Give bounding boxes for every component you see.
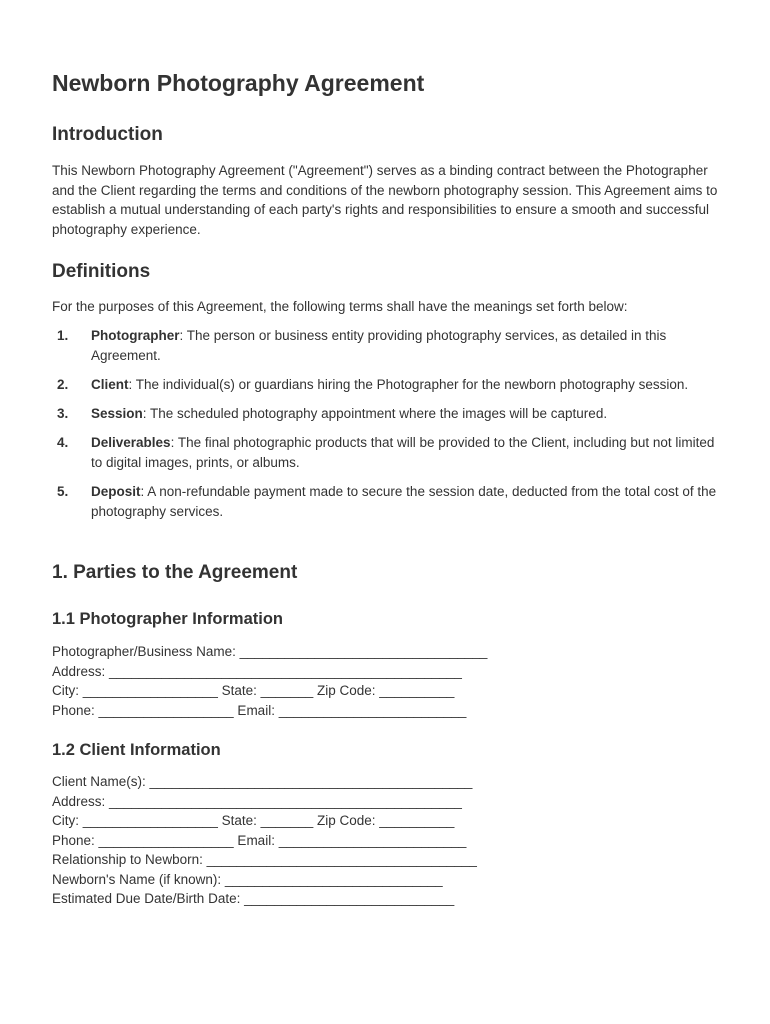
definition-term: Deposit: [91, 483, 141, 499]
newborn-name-field[interactable]: Newborn's Name (if known): _____________________________: [52, 871, 443, 887]
parties-heading: 1. Parties to the Agreement: [52, 562, 298, 583]
definition-term: Client: [91, 376, 129, 392]
definition-deposit: [52, 482, 722, 521]
introduction-text: This Newborn Photography Agreement ("Agreement") serves as a binding contract between the Photographer and the Client regarding the terms and conditions of the newborn photography session. This Agreement aims to establish a mutual understanding of each party's rights and responsibilities to ensure a smooth and successful photography experience.: [52, 163, 718, 237]
client-info-heading: 1.2 Client Information: [52, 741, 221, 759]
definition-number: 1.: [57, 328, 69, 343]
definition-text: : The person or business entity providing photography services, as detailed in this Agreement.: [91, 328, 667, 363]
relationship-field[interactable]: Relationship to Newborn: ____________________________________: [52, 852, 477, 867]
definitions-heading: Definitions: [52, 261, 151, 282]
definition-session: [52, 404, 722, 424]
definition-number: 2.: [57, 376, 69, 392]
definition-number: 3.: [57, 405, 69, 421]
photographer-name-field[interactable]: Photographer/Business Name: _________________________________: [52, 644, 488, 659]
photographer-phone-email-field[interactable]: Phone: __________________ Email: _________________________: [52, 702, 467, 718]
definition-photographer: [52, 326, 722, 365]
photographer-city-state-zip-field[interactable]: City: __________________ State: _______ Zip Code: __________: [52, 683, 455, 698]
introduction-heading: Introduction: [52, 124, 163, 145]
definition-number: 4.: [57, 435, 69, 451]
definitions-lead: For the purposes of this Agreement, the following terms shall have the meanings set forth below:: [52, 299, 628, 314]
photographer-info-heading: 1.1 Photographer Information: [52, 610, 284, 628]
definition-text: : A non-refundable payment made to secure the session date, deducted from the total cost of the photography services.: [91, 483, 717, 519]
client-info-form: [52, 772, 477, 909]
definition-deliverables: [52, 433, 722, 472]
definition-text: : The final photographic products that will be provided to the Client, including but not limited to digital images, prints, or albums.: [91, 435, 715, 470]
photographer-address-field[interactable]: Address: _______________________________________________: [52, 663, 462, 679]
photographer-info-form: [52, 642, 487, 720]
due-date-field[interactable]: Estimated Due Date/Birth Date: ____________________________: [52, 891, 455, 906]
client-city-state-zip-field[interactable]: City: __________________ State: _______ Zip Code: __________: [52, 813, 455, 828]
definition-text: : The individual(s) or guardians hiring the Photographer for the newborn photography session.: [128, 376, 689, 392]
definition-term: Deliverables: [91, 435, 171, 451]
definition-text: : The scheduled photography appointment where the images will be captured.: [142, 405, 608, 421]
client-name-field[interactable]: Client Name(s): ___________________________________________: [52, 774, 473, 789]
definition-number: 5.: [57, 483, 69, 499]
definition-client: [52, 375, 722, 395]
document-title: Newborn Photography Agreement: [52, 70, 425, 96]
client-phone-email-field[interactable]: Phone: __________________ Email: _________________________: [52, 832, 467, 848]
definitions-list: [52, 326, 722, 531]
definition-term: Session: [91, 405, 143, 421]
client-address-field[interactable]: Address: _______________________________________________: [52, 793, 462, 809]
definition-term: Photographer: [91, 328, 180, 343]
